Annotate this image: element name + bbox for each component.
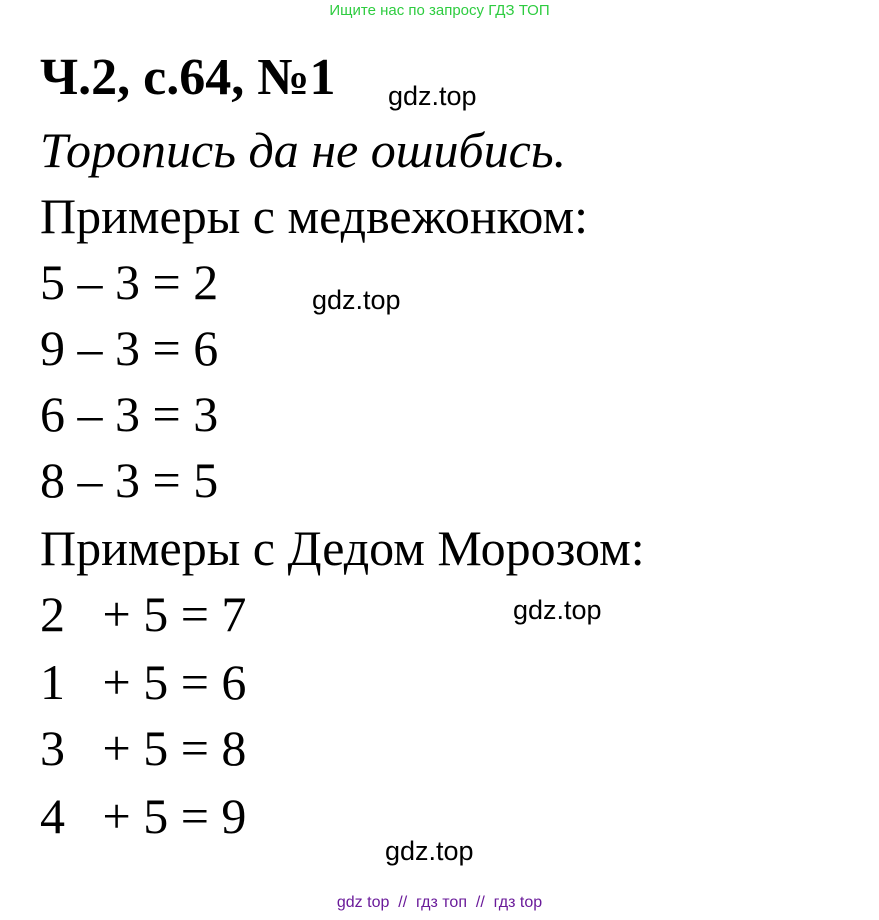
watermark-text: gdz.top bbox=[513, 595, 602, 625]
top-banner: Ищите нас по запросу ГДЗ ТОП bbox=[329, 2, 550, 19]
equation-line: 1 + 5 = 6 bbox=[40, 654, 247, 710]
subtitle: Торопись да не ошибись. bbox=[40, 122, 567, 178]
section-title-bear: Примеры с медвежонком: bbox=[40, 188, 588, 244]
section-title-santa: Примеры с Дедом Морозом: bbox=[40, 520, 645, 576]
equation-line: 6 – 3 = 3 bbox=[40, 386, 219, 442]
equation-line: 4 + 5 = 9 bbox=[40, 788, 247, 844]
equation-line: 9 – 3 = 6 bbox=[40, 320, 219, 376]
equation-line: 5 – 3 = 2 bbox=[40, 254, 219, 310]
footer-links: gdz top // гдз топ // гдз top bbox=[336, 894, 543, 911]
watermark-text: gdz.top bbox=[388, 81, 477, 111]
equation-line: 3 + 5 = 8 bbox=[40, 720, 247, 776]
watermark-text: gdz.top bbox=[312, 285, 401, 315]
equation-line: 2 + 5 = 7 bbox=[40, 586, 247, 642]
watermark-text: gdz.top bbox=[385, 836, 474, 866]
equation-line: 8 – 3 = 5 bbox=[40, 452, 219, 508]
page-title: Ч.2, с.64, №1 bbox=[40, 49, 336, 106]
